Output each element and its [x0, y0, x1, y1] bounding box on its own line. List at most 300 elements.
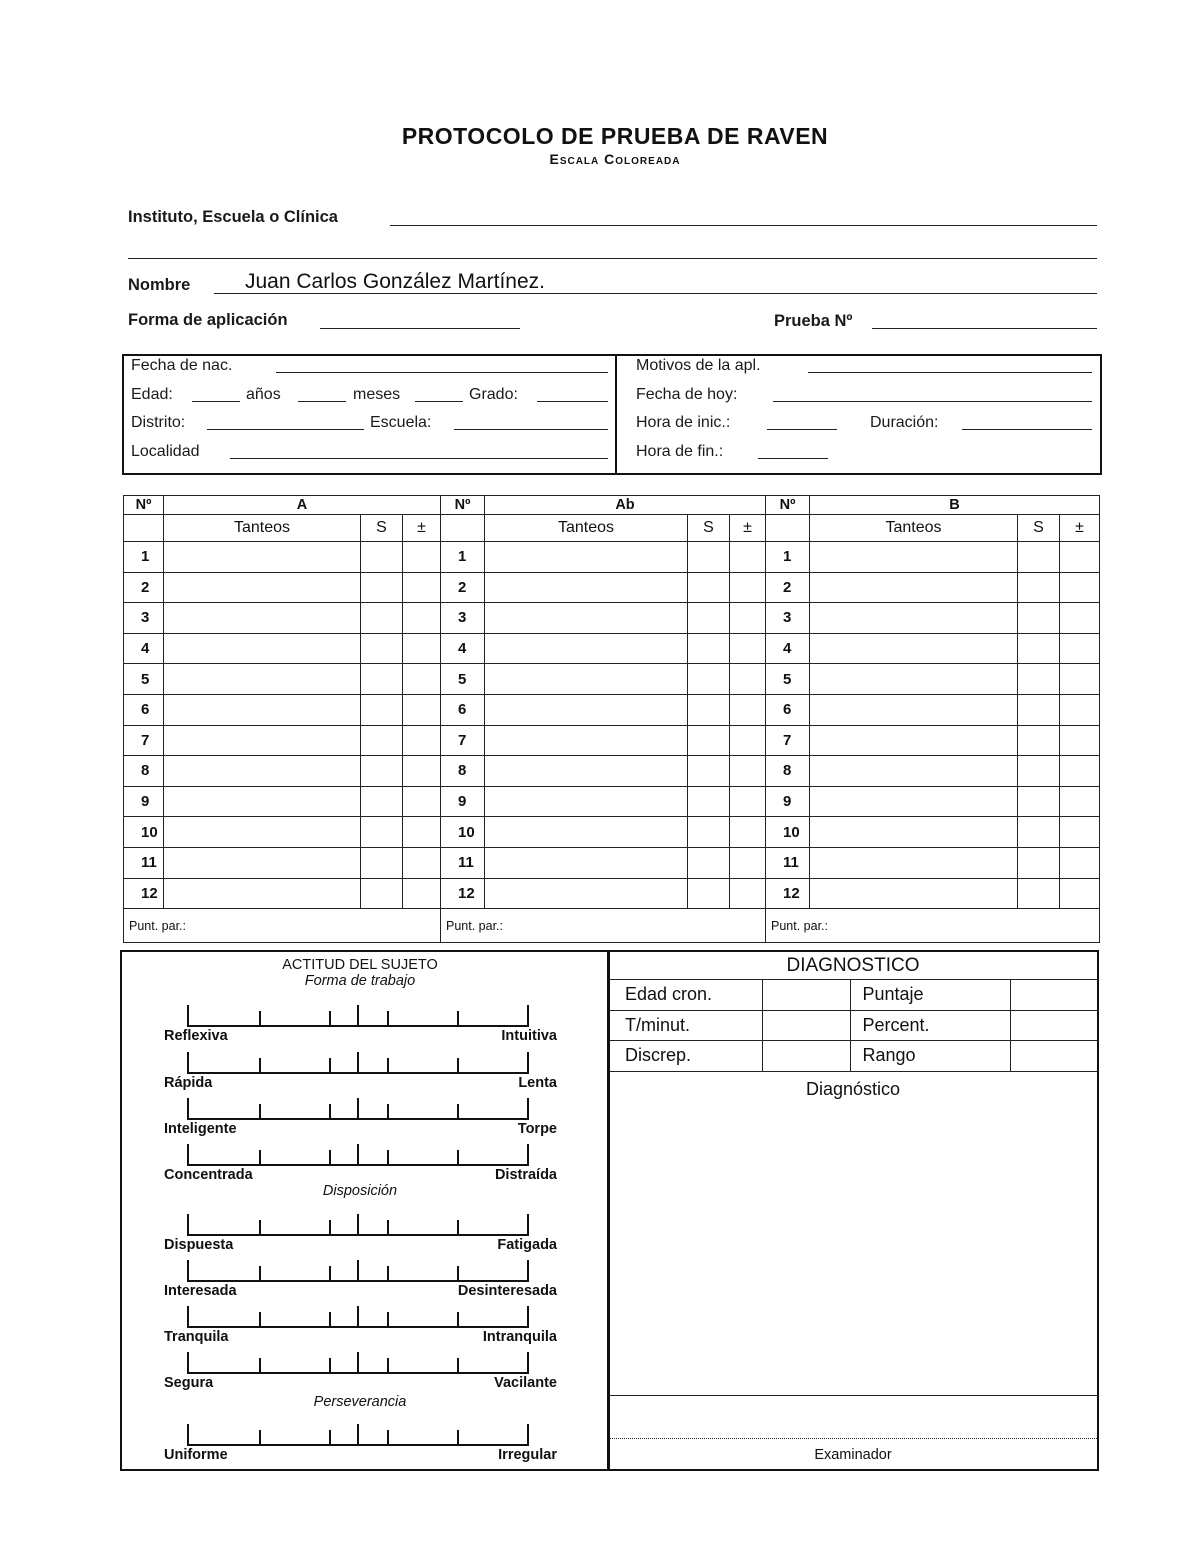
scale-right-label: Irregular [498, 1447, 557, 1463]
s-cell[interactable] [688, 542, 730, 573]
motivos-field[interactable] [808, 372, 1092, 373]
tanteos-cell[interactable] [485, 664, 688, 695]
table-row [124, 633, 441, 664]
pm-cell[interactable] [730, 817, 766, 848]
tanteos-cell[interactable] [485, 847, 688, 878]
t-minut-cell[interactable] [762, 1010, 850, 1041]
pm-cell[interactable] [1060, 847, 1100, 878]
row-number: 9 [124, 786, 164, 817]
scale-left-label: Segura [164, 1375, 214, 1391]
scale-left-label: Tranquila [164, 1329, 229, 1345]
attitude-scale[interactable] [187, 1260, 529, 1282]
anos-label: años [246, 386, 281, 403]
scale-tick[interactable] [457, 1430, 459, 1446]
scale-tick[interactable] [527, 1260, 529, 1282]
no-header: Nº [124, 496, 164, 515]
s-cell[interactable] [688, 603, 730, 634]
scale-tick[interactable] [329, 1011, 331, 1027]
table-row [766, 572, 1100, 603]
scale-tick[interactable] [329, 1150, 331, 1166]
pm-cell[interactable] [1060, 572, 1100, 603]
scale-tick[interactable] [457, 1150, 459, 1166]
tanteos-cell[interactable] [810, 878, 1018, 909]
distrito-label: Distrito: [131, 414, 186, 431]
s-cell[interactable] [1018, 847, 1060, 878]
scale-tick[interactable] [527, 1352, 529, 1374]
scale-right-label: Fatigada [497, 1237, 557, 1253]
s-cell[interactable] [688, 878, 730, 909]
pm-cell[interactable] [1060, 725, 1100, 756]
meses-field[interactable] [298, 401, 346, 402]
scale-tick[interactable] [259, 1011, 261, 1027]
forma-field[interactable] [320, 328, 520, 329]
row-number: 5 [441, 664, 485, 695]
scale-tick[interactable] [457, 1266, 459, 1282]
scale-tick[interactable] [187, 1144, 189, 1166]
scale-tick[interactable] [357, 1052, 359, 1074]
row-number: 9 [441, 786, 485, 817]
tanteos-cell[interactable] [810, 603, 1018, 634]
rango-label: Rango [850, 1041, 1010, 1072]
scale-tick[interactable] [187, 1260, 189, 1282]
scale-right-label: Intuitiva [501, 1028, 557, 1044]
pm-cell[interactable] [730, 542, 766, 573]
table-row [766, 694, 1100, 725]
pm-cell[interactable] [403, 542, 441, 573]
pm-cell[interactable] [1060, 756, 1100, 787]
pm-cell[interactable] [730, 633, 766, 664]
pm-cell[interactable] [1060, 664, 1100, 695]
perseverancia-heading: Perseverancia [313, 1394, 407, 1410]
tanteos-cell[interactable] [485, 756, 688, 787]
tanteos-cell[interactable] [164, 786, 361, 817]
scale-tick[interactable] [387, 1104, 389, 1120]
disposicion-heading: Disposición [322, 1183, 398, 1199]
attitude-scale[interactable] [187, 1306, 529, 1328]
pm-cell[interactable] [730, 572, 766, 603]
no-subheader [441, 515, 485, 542]
scale-tick[interactable] [387, 1150, 389, 1166]
s-header: S [361, 515, 403, 542]
table-row [441, 603, 766, 634]
fecha-hoy-field[interactable] [773, 401, 1092, 402]
scale-tick[interactable] [187, 1352, 189, 1374]
s-cell[interactable] [688, 633, 730, 664]
scale-tick[interactable] [329, 1430, 331, 1446]
row-number: 1 [766, 542, 810, 573]
s-cell[interactable] [361, 878, 403, 909]
tanteos-cell[interactable] [164, 603, 361, 634]
hora-fin-field[interactable] [758, 458, 828, 459]
pm-cell[interactable] [1060, 542, 1100, 573]
instituto-label: Instituto, Escuela o Clínica [128, 208, 338, 226]
hora-fin-label: Hora de fin.: [636, 443, 724, 460]
scale-tick[interactable] [457, 1312, 459, 1328]
row-number: 7 [124, 725, 164, 756]
scale-tick[interactable] [457, 1104, 459, 1120]
tanteos-cell[interactable] [485, 817, 688, 848]
table-row [441, 847, 766, 878]
table-row [766, 786, 1100, 817]
scale-tick[interactable] [259, 1104, 261, 1120]
escuela-field[interactable] [454, 429, 608, 430]
scale-tick[interactable] [387, 1058, 389, 1074]
scale-tick[interactable] [357, 1214, 359, 1236]
meses-field-2[interactable] [415, 401, 463, 402]
row-number: 6 [124, 694, 164, 725]
pm-cell[interactable] [403, 664, 441, 695]
s-cell[interactable] [1018, 878, 1060, 909]
s-cell[interactable] [688, 817, 730, 848]
scale-left-label: Reflexiva [164, 1028, 228, 1044]
scale-tick[interactable] [357, 1424, 359, 1446]
tanteos-cell[interactable] [164, 878, 361, 909]
pm-cell[interactable] [730, 725, 766, 756]
scale-left-label: Dispuesta [164, 1237, 234, 1253]
tanteos-cell[interactable] [485, 725, 688, 756]
row-number: 3 [766, 603, 810, 634]
tanteos-cell[interactable] [164, 664, 361, 695]
scale-tick[interactable] [259, 1266, 261, 1282]
scale-tick[interactable] [457, 1358, 459, 1374]
scale-tick[interactable] [329, 1104, 331, 1120]
s-cell[interactable] [688, 664, 730, 695]
table-row [124, 694, 441, 725]
prueba-label: Prueba Nº [774, 312, 853, 330]
scale-tick[interactable] [387, 1430, 389, 1446]
s-cell[interactable] [688, 694, 730, 725]
s-cell[interactable] [361, 603, 403, 634]
scale-tick[interactable] [357, 1098, 359, 1120]
pm-cell[interactable] [730, 603, 766, 634]
scale-tick[interactable] [387, 1266, 389, 1282]
tanteos-cell[interactable] [485, 694, 688, 725]
attitude-scale[interactable] [187, 1052, 529, 1074]
diagnostico-text-area[interactable] [609, 1100, 1097, 1395]
meses-label: meses [353, 386, 401, 403]
hora-inic-label: Hora de inic.: [636, 414, 731, 431]
table-row [124, 664, 441, 695]
hora-inic-field[interactable] [767, 429, 837, 430]
percent-cell[interactable] [1010, 1010, 1097, 1041]
table-row [441, 786, 766, 817]
pm-cell[interactable] [403, 817, 441, 848]
scale-tick[interactable] [387, 1358, 389, 1374]
puntaje-label: Puntaje [850, 980, 1010, 1011]
localidad-label: Localidad [131, 443, 200, 460]
anos-field[interactable] [192, 401, 240, 402]
scale-tick[interactable] [527, 1005, 529, 1027]
pm-header: ± [1060, 515, 1100, 542]
scale-tick[interactable] [387, 1220, 389, 1236]
pm-cell[interactable] [1060, 817, 1100, 848]
tanteos-cell[interactable] [164, 756, 361, 787]
tanteos-cell[interactable] [485, 542, 688, 573]
series-header: Ab [485, 496, 766, 515]
s-cell[interactable] [361, 694, 403, 725]
scale-tick[interactable] [387, 1312, 389, 1328]
scale-tick[interactable] [527, 1306, 529, 1328]
scale-tick[interactable] [357, 1260, 359, 1282]
puntaje-parcial[interactable]: Punt. par.: [766, 909, 1100, 943]
scale-tick[interactable] [187, 1098, 189, 1120]
pm-cell[interactable] [403, 572, 441, 603]
row-number: 2 [124, 572, 164, 603]
scale-tick[interactable] [527, 1424, 529, 1446]
tanteos-cell[interactable] [485, 786, 688, 817]
nombre-label: Nombre [128, 276, 191, 294]
s-cell[interactable] [361, 633, 403, 664]
pm-cell[interactable] [730, 694, 766, 725]
percent-label: Percent. [850, 1010, 1010, 1041]
s-cell[interactable] [1018, 817, 1060, 848]
table-row [124, 756, 441, 787]
scale-tick[interactable] [259, 1358, 261, 1374]
scale-tick[interactable] [329, 1312, 331, 1328]
tanteos-cell[interactable] [164, 694, 361, 725]
scale-tick[interactable] [187, 1306, 189, 1328]
distrito-field[interactable] [207, 429, 364, 430]
s-cell[interactable] [1018, 542, 1060, 573]
table-row [441, 725, 766, 756]
pm-cell[interactable] [730, 756, 766, 787]
s-cell[interactable] [361, 817, 403, 848]
tanteos-cell[interactable] [485, 633, 688, 664]
scale-tick[interactable] [457, 1011, 459, 1027]
tanteos-cell[interactable] [810, 786, 1018, 817]
table-row [441, 633, 766, 664]
table-row [441, 694, 766, 725]
score-table-b [765, 495, 1100, 943]
attitude-scale[interactable] [187, 1424, 529, 1446]
tanteos-cell[interactable] [810, 847, 1018, 878]
scale-tick[interactable] [527, 1144, 529, 1166]
tanteos-cell[interactable] [810, 694, 1018, 725]
scale-tick[interactable] [187, 1052, 189, 1074]
discrep-label: Discrep. [609, 1041, 762, 1072]
row-number: 2 [766, 572, 810, 603]
diagnostico-table [609, 979, 1097, 1072]
pm-cell[interactable] [730, 664, 766, 695]
s-cell[interactable] [688, 847, 730, 878]
scale-tick[interactable] [357, 1352, 359, 1374]
no-subheader [124, 515, 164, 542]
scale-left-label: Concentrada [164, 1167, 253, 1183]
form-title: PROTOCOLO DE PRUEBA DE RAVEN [401, 123, 829, 149]
pm-cell[interactable] [730, 878, 766, 909]
row-number: 12 [766, 878, 810, 909]
scale-left-label: Rápida [164, 1075, 213, 1091]
row-number: 5 [766, 664, 810, 695]
scale-tick[interactable] [187, 1214, 189, 1236]
s-cell[interactable] [1018, 756, 1060, 787]
instituto-field-line2[interactable] [128, 258, 1097, 259]
tanteos-cell[interactable] [164, 542, 361, 573]
table-row [766, 542, 1100, 573]
row-number: 12 [124, 878, 164, 909]
scale-tick[interactable] [259, 1058, 261, 1074]
scale-right-label: Intranquila [482, 1329, 557, 1345]
scale-left-label: Inteligente [164, 1121, 237, 1137]
s-cell[interactable] [1018, 664, 1060, 695]
tanteos-cell[interactable] [164, 725, 361, 756]
pm-cell[interactable] [403, 878, 441, 909]
instituto-field[interactable] [390, 225, 1097, 226]
table-row [441, 664, 766, 695]
scale-tick[interactable] [329, 1358, 331, 1374]
tanteos-cell[interactable] [810, 817, 1018, 848]
tanteos-header: Tanteos [164, 515, 361, 542]
table-row [766, 847, 1100, 878]
tanteos-cell[interactable] [810, 756, 1018, 787]
pm-cell[interactable] [730, 786, 766, 817]
tanteos-cell[interactable] [810, 572, 1018, 603]
row-number: 11 [441, 847, 485, 878]
scale-tick[interactable] [329, 1266, 331, 1282]
tanteos-cell[interactable] [164, 817, 361, 848]
localidad-field[interactable] [230, 458, 608, 459]
row-number: 8 [766, 756, 810, 787]
pm-cell[interactable] [1060, 603, 1100, 634]
discrep-cell[interactable] [762, 1041, 850, 1072]
rango-cell[interactable] [1010, 1041, 1097, 1072]
scale-tick[interactable] [357, 1005, 359, 1027]
row-number: 10 [441, 817, 485, 848]
scale-tick[interactable] [457, 1220, 459, 1236]
scale-right-label: Vacilante [494, 1375, 557, 1391]
s-cell[interactable] [361, 664, 403, 695]
duracion-field[interactable] [962, 429, 1092, 430]
scale-tick[interactable] [357, 1144, 359, 1166]
s-cell[interactable] [1018, 572, 1060, 603]
row-number: 3 [124, 603, 164, 634]
row-number: 4 [124, 633, 164, 664]
pm-cell[interactable] [1060, 786, 1100, 817]
row-number: 10 [766, 817, 810, 848]
tanteos-cell[interactable] [810, 633, 1018, 664]
scale-tick[interactable] [527, 1214, 529, 1236]
scale-tick[interactable] [329, 1220, 331, 1236]
duracion-label: Duración: [870, 414, 939, 431]
s-cell[interactable] [688, 786, 730, 817]
scale-right-label: Lenta [518, 1075, 557, 1091]
prueba-field[interactable] [872, 328, 1097, 329]
pm-cell[interactable] [403, 756, 441, 787]
tanteos-cell[interactable] [485, 603, 688, 634]
attitude-scale[interactable] [187, 1098, 529, 1120]
s-cell[interactable] [1018, 786, 1060, 817]
tanteos-cell[interactable] [164, 633, 361, 664]
tanteos-cell[interactable] [485, 878, 688, 909]
table-row [766, 878, 1100, 909]
pm-cell[interactable] [403, 694, 441, 725]
pm-cell[interactable] [403, 847, 441, 878]
tanteos-cell[interactable] [810, 542, 1018, 573]
forma-trabajo-heading: Forma de trabajo [304, 973, 416, 989]
scale-tick[interactable] [387, 1011, 389, 1027]
tanteos-cell[interactable] [485, 572, 688, 603]
row-number: 11 [124, 847, 164, 878]
attitude-scale[interactable] [187, 1005, 529, 1027]
row-number: 5 [124, 664, 164, 695]
pm-cell[interactable] [403, 725, 441, 756]
pm-cell[interactable] [730, 847, 766, 878]
pm-cell[interactable] [1060, 694, 1100, 725]
pm-cell[interactable] [1060, 878, 1100, 909]
tanteos-cell[interactable] [164, 847, 361, 878]
scale-tick[interactable] [527, 1098, 529, 1120]
scale-tick[interactable] [259, 1150, 261, 1166]
s-cell[interactable] [1018, 633, 1060, 664]
pm-cell[interactable] [403, 633, 441, 664]
scale-tick[interactable] [457, 1058, 459, 1074]
tanteos-cell[interactable] [164, 572, 361, 603]
row-number: 6 [766, 694, 810, 725]
table-row [441, 878, 766, 909]
s-cell[interactable] [361, 756, 403, 787]
attitude-scale[interactable] [187, 1144, 529, 1166]
attitude-scale[interactable] [187, 1352, 529, 1374]
pm-cell[interactable] [1060, 633, 1100, 664]
edad-cron-label: Edad cron. [609, 980, 762, 1011]
nombre-value: Juan Carlos González Martínez. [245, 270, 545, 293]
tanteos-cell[interactable] [810, 664, 1018, 695]
puntaje-parcial[interactable]: Punt. par.: [441, 909, 766, 943]
scale-tick[interactable] [527, 1052, 529, 1074]
edad-cron-cell[interactable] [762, 980, 850, 1011]
form-subtitle: Escala Coloreada [549, 151, 681, 167]
s-cell[interactable] [361, 725, 403, 756]
examinador-signature-line[interactable] [609, 1438, 1097, 1439]
scale-tick[interactable] [329, 1058, 331, 1074]
puntaje-cell[interactable] [1010, 980, 1097, 1011]
scale-tick[interactable] [259, 1312, 261, 1328]
diagnostico-label: Diagnóstico [805, 1079, 901, 1099]
s-cell[interactable] [361, 572, 403, 603]
scale-tick[interactable] [259, 1220, 261, 1236]
scale-tick[interactable] [187, 1424, 189, 1446]
tanteos-cell[interactable] [810, 725, 1018, 756]
table-row [766, 756, 1100, 787]
table-row [441, 542, 766, 573]
s-cell[interactable] [1018, 603, 1060, 634]
scale-tick[interactable] [187, 1005, 189, 1027]
fecha-nac-field[interactable] [276, 372, 608, 373]
table-row [441, 572, 766, 603]
s-cell[interactable] [361, 847, 403, 878]
scale-tick[interactable] [259, 1430, 261, 1446]
grado-field[interactable] [537, 401, 608, 402]
attitude-scale[interactable] [187, 1214, 529, 1236]
s-cell[interactable] [361, 542, 403, 573]
diagnostico-title: DIAGNOSTICO [609, 952, 1097, 980]
row-number: 1 [124, 542, 164, 573]
scale-tick[interactable] [357, 1306, 359, 1328]
no-subheader [766, 515, 810, 542]
s-cell[interactable] [1018, 694, 1060, 725]
s-cell[interactable] [688, 572, 730, 603]
s-cell[interactable] [688, 756, 730, 787]
puntaje-parcial[interactable]: Punt. par.: [124, 909, 441, 943]
no-header: Nº [766, 496, 810, 515]
pm-cell[interactable] [403, 786, 441, 817]
s-cell[interactable] [688, 725, 730, 756]
s-cell[interactable] [1018, 725, 1060, 756]
table-row [441, 756, 766, 787]
fecha-hoy-label: Fecha de hoy: [636, 386, 738, 403]
s-cell[interactable] [361, 786, 403, 817]
pm-cell[interactable] [403, 603, 441, 634]
